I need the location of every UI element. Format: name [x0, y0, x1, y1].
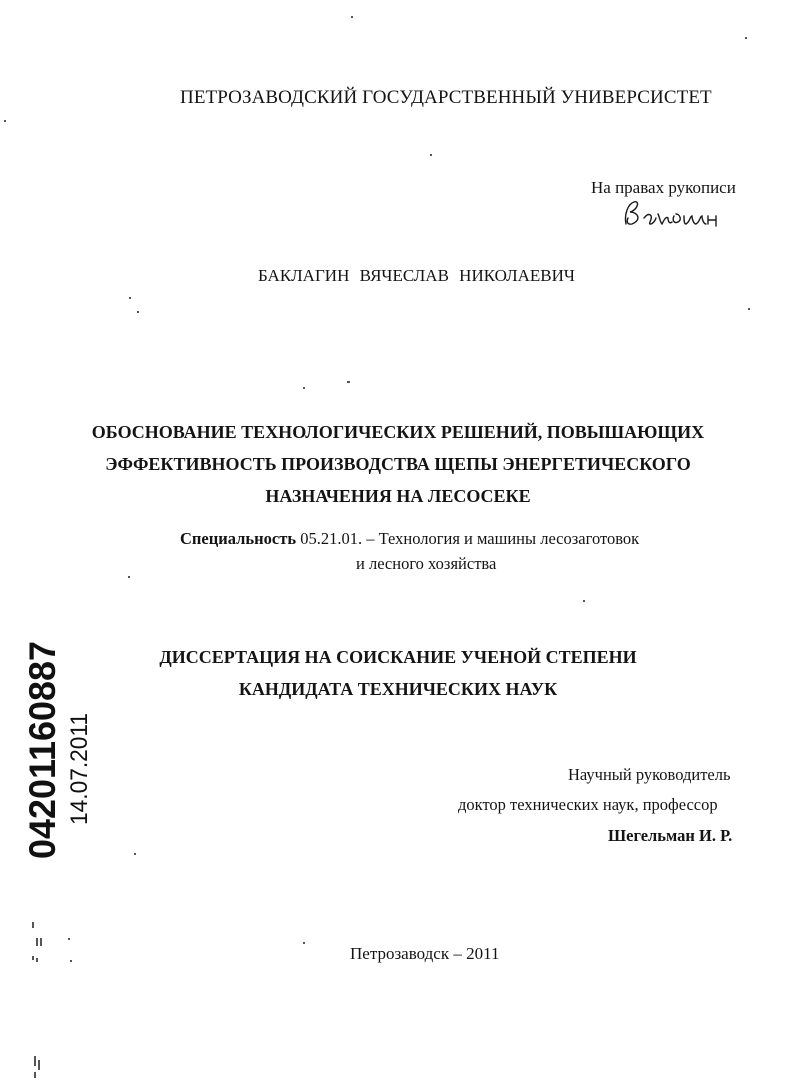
- title-line: ОБОСНОВАНИЕ ТЕХНОЛОГИЧЕСКИХ РЕШЕНИЙ, ПОВЫШАЮЩИХ: [91, 422, 705, 442]
- degree-line: ДИССЕРТАЦИЯ НА СОИСКАНИЕ УЧЕНОЙ СТЕПЕНИ: [159, 647, 637, 667]
- degree-line: КАНДИДАТА ТЕХНИЧЕСКИХ НАУК: [238, 679, 558, 699]
- title-line: ЭФФЕКТИВНОСТЬ ПРОИЗВОДСТВА ЩЕПЫ ЭНЕРГЕТИЧЕСКОГО: [105, 454, 691, 474]
- accession-date: 14.07.2011: [66, 706, 93, 825]
- specialty-label: Специальность: [180, 529, 297, 548]
- accession-stamp: [22, 634, 97, 867]
- specialty-line: [180, 524, 639, 554]
- dissertation-title: [0, 416, 796, 512]
- accession-number: 04201160887: [22, 634, 63, 859]
- title-line: НАЗНАЧЕНИЯ НА ЛЕСОСЕКЕ: [265, 486, 531, 506]
- supervisor-role: Научный руководитель: [568, 765, 731, 784]
- author-signature: [620, 194, 730, 234]
- supervisor-name: Шегельман И. Р.: [608, 826, 733, 845]
- city-year: Петрозаводск – 2011: [350, 944, 500, 963]
- author-name: БАКЛАГИН ВЯЧЕСЛАВ НИКОЛАЕВИЧ: [258, 266, 575, 285]
- degree-statement: [0, 641, 796, 705]
- university-name: ПЕТРОЗАВОДСКИЙ ГОСУДАРСТВЕННЫЙ УНИВЕРСИСТЕТ: [180, 87, 712, 108]
- supervisor-credentials: доктор технических наук, профессор: [458, 795, 718, 814]
- specialty-text: 05.21.01. – Технология и машины лесозаготовок: [296, 529, 640, 548]
- specialty-line-2: и лесного хозяйства: [356, 554, 497, 573]
- manuscript-rights-label: На правах рукописи: [591, 178, 736, 197]
